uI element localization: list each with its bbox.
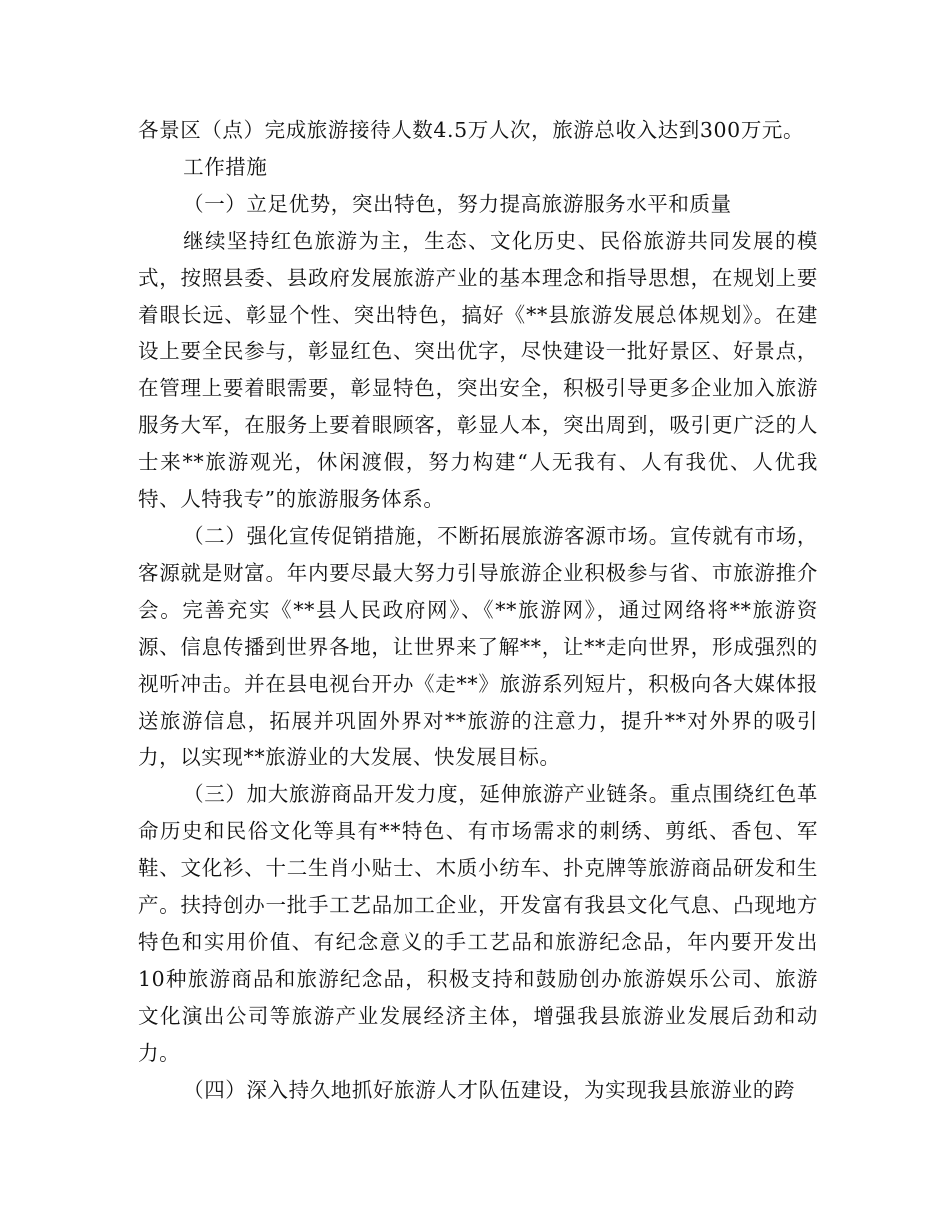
section-heading: 工作措施: [183, 154, 268, 179]
paragraph-3: （三）加大旅游商品开发力度，延伸旅游产业链条。重点围绕红色革命历史和民俗文化等具有**特色、有市场需求的刺绣、剪纸、香包、军鞋、文化衫、十二生肖小贴士、木质小纺车、扑克牌等旅游商品研发和生产。扶持创办一批手工艺品加工企业，开发富有我县文化气息、凸现地方特色和实用价值、有纪念意义的手工艺品和旅游纪念品，年内要开发出10种旅游商品和旅游纪念品，积极支持和鼓励创办旅游娱乐公司、旅游文化演出公司等旅游产业发展经济主体，增强我县旅游业发展后劲和动力。: [138, 782, 818, 1065]
subsection-heading-1: （一）立足优势，突出特色，努力提高旅游服务水平和质量: [183, 191, 732, 216]
paragraph-4: （四）深入持久地抓好旅游人才队伍建设，为实现我县旅游业的跨: [183, 1077, 795, 1102]
document-body: [138, 112, 818, 1108]
paragraph-summary: 各景区（点）完成旅游接待人数4.5万人次，旅游总收入达到300万元。: [138, 118, 805, 142]
paragraph-2: （二）强化宣传促销措施，不断拓展旅游客源市场。宣传就有市场，客源就是财富。年内要尽最大努力引导旅游企业积极参与省、市旅游推介会。完善充实《**县人民政府网》、《**旅游网》，通过网络将**旅游资源、信息传播到世界各地，让世界来了解**，让**走向世界，形成强烈的视听冲击。并在县电视台开办《走**》旅游系列短片，积极向各大媒体报送旅游信息，拓展并巩固外界对**旅游的注意力，提升**对外界的吸引力，以实现**旅游业的大发展、快发展目标。: [138, 523, 818, 770]
paragraph-1: 继续坚持红色旅游为主，生态、文化历史、民俗旅游共同发展的模式，按照县委、县政府发展旅游产业的基本理念和指导思想，在规划上要着眼长远、彰显个性、突出特色，搞好《**县旅游发展总体规划》。在建设上要全民参与，彰显红色、突出优字，尽快建设一批好景区、好景点，在管理上要着眼需要，彰显特色，突出安全，积极引导更多企业加入旅游服务大军，在服务上要着眼顾客，彰显人本，突出周到，吸引更广泛的人士来**旅游观光，休闲渡假，努力构建“人无我有、人有我优、人优我特、人特我专”的旅游服务体系。: [138, 228, 818, 512]
